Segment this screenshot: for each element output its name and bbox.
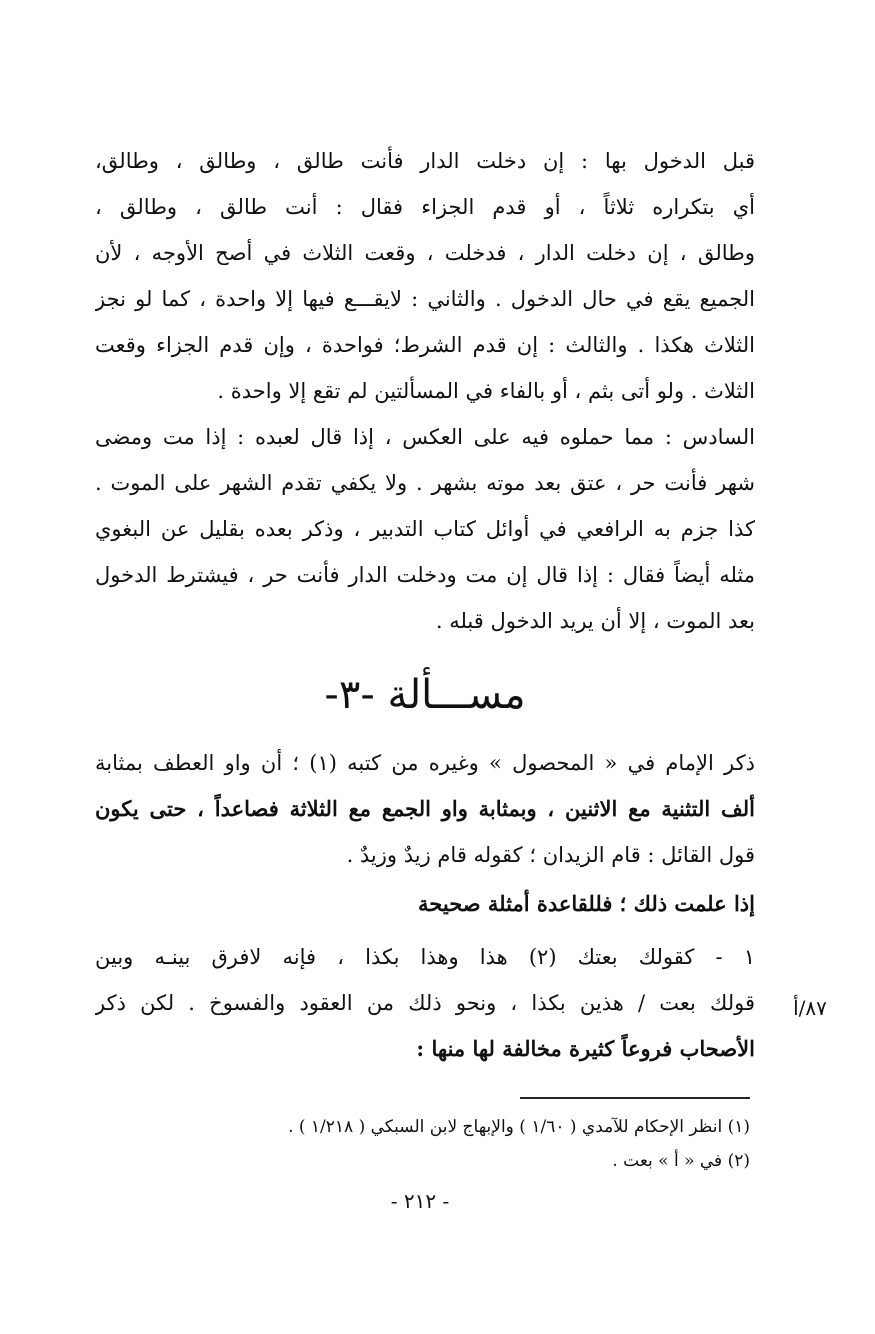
text-line: كذا جزم به الرافعي في أوائل كتاب التدبير ، وذكر بعده بقليل عن البغوي [95, 517, 755, 541]
text-line: قبل الدخول بها : إن دخلت الدار فأنت طالق ، وطالق ، وطالق، [95, 149, 755, 173]
footnote-2: (٢) في « أ » بعت . [612, 1151, 750, 1171]
text-line: السادس : مما حملوه فيه على العكس ، إذا قال لعبده : إذا مت ومضى [95, 425, 755, 449]
footnote-1: (١) انظر الإحكام للآمدي ( ١/٦٠ ) والإبهاج لابن السبكي ( ١/٢١٨ ) . [288, 1117, 750, 1137]
footnotes [130, 1110, 750, 1178]
text-line: الثلاث . ولو أتى بثم ، أو بالفاء في المسألتين لم تقع إلا واحدة . [217, 379, 755, 403]
text-line: ألف التثنية مع الاثنين ، وبمثابة واو الجمع مع الثلاثة فصاعداً ، حتى يكون [95, 796, 755, 821]
text-line: ذكر الإمام في « المحصول » وغيره من كتبه (١) ؛ أن واو العطف بمثابة [95, 751, 755, 775]
paragraph-item-1 [95, 934, 755, 1072]
text-line: وطالق ، إن دخلت الدار ، فدخلت ، وقعت الثلاث في أصح الأوجه ، لأن [95, 241, 755, 265]
footnote-divider [520, 1097, 750, 1099]
text-line: الثلاث هكذا . والثالث : إن قدم الشرط؛ فواحدة ، وإن قدم الجزاء وقعت [95, 333, 755, 357]
paragraph-intro [95, 138, 755, 414]
text-line: الأصحاب فروعاً كثيرة مخالفة لها منها : [416, 1036, 755, 1061]
text-line: قول القائل : قام الزيدان ؛ كقوله قام زيدٌ وزيدٌ . [346, 843, 755, 867]
text-line: إذا علمت ذلك ؛ فللقاعدة أمثلة صحيحة [418, 891, 755, 916]
text-line: مثله أيضاً فقال : إذا قال إن مت ودخلت الدار فأنت حر ، فيشترط الدخول [95, 563, 755, 587]
text-line: شهر فأنت حر ، عتق بعد موته بشهر . ولا يكفي تقدم الشهر على الموت . [95, 471, 755, 495]
paragraph-idha [95, 881, 755, 927]
margin-manuscript-reference: ٨٧/أ [793, 996, 827, 1020]
paragraph-sixth [95, 414, 755, 644]
paragraph-masala [95, 740, 755, 878]
text-line: قولك بعت / هذين بكذا ، ونحو ذلك من العقود والفسوخ . لكن ذكر [95, 991, 755, 1015]
page-number: - ٢١٢ - [390, 1189, 450, 1213]
section-heading: مســـألة -٣- [324, 672, 526, 718]
text-line: الجميع يقع في حال الدخول . والثاني : لايقـــع فيها إلا واحدة ، كما لو نجز [95, 287, 755, 311]
text-line: بعد الموت ، إلا أن يريد الدخول قبله . [435, 609, 755, 633]
text-line: أي بتكراره ثلاثاً ، أو قدم الجزاء فقال : أنت طالق ، وطالق ، [95, 195, 755, 219]
text-line: ١ - كقولك بعتك (٢) هذا وهذا بكذا ، فإنه لافرق بينـه وبين [95, 945, 755, 969]
